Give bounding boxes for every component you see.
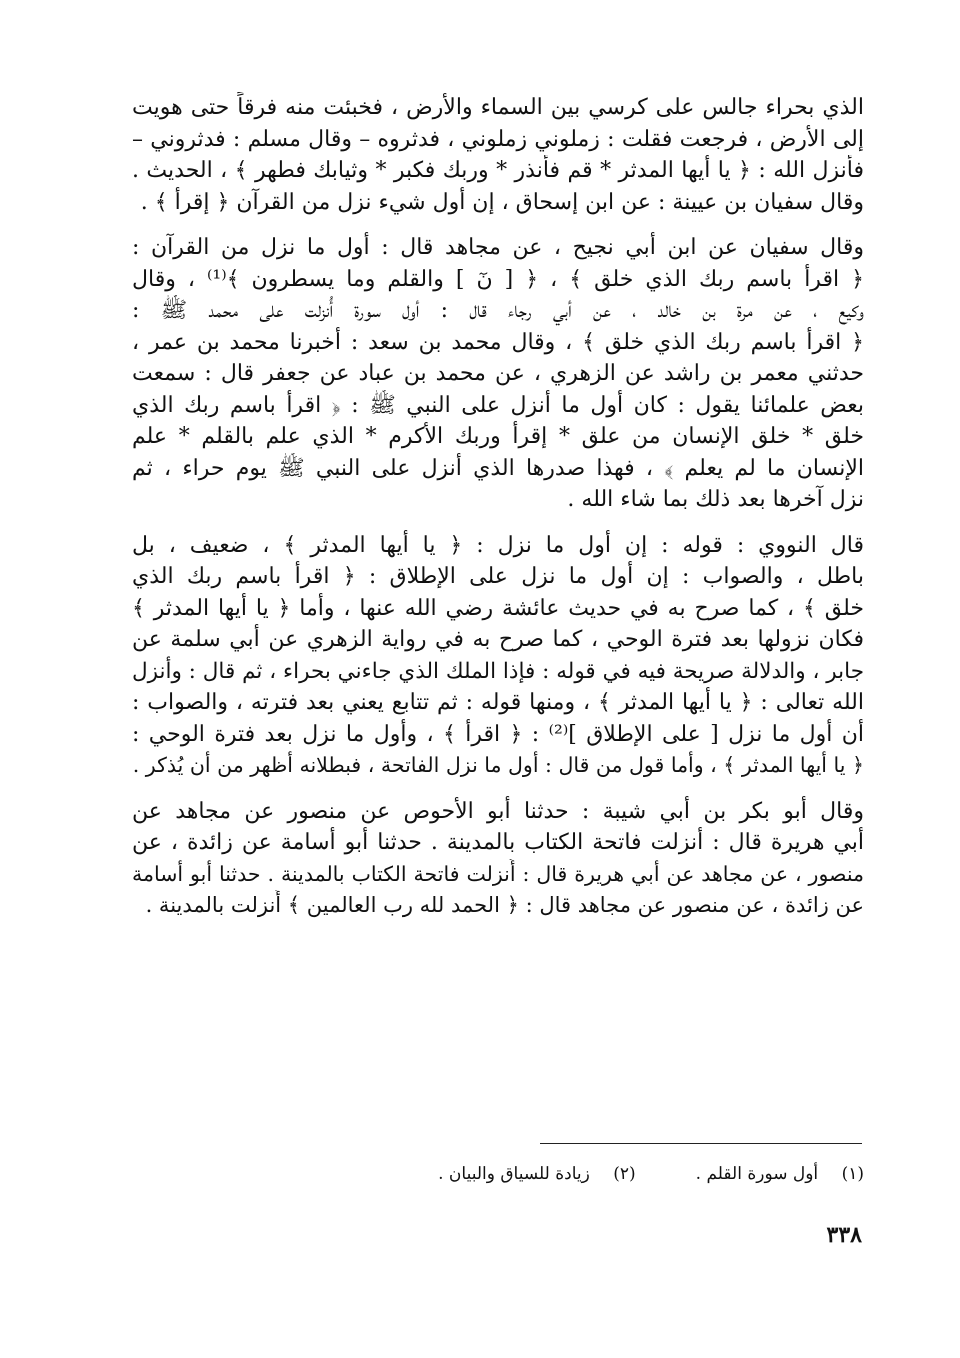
text-line: وقال سفيان بن عيينة : عن ابن إسحاق ، إن أول شيء نزل من القرآن ﴿ إقرأ ﴾ . xyxy=(140,189,864,215)
text-line: الإنسان ما لم يعلم ﴾ ، فهذا صدرها الذي أُنزل على النبي ﷺ يوم حراء ، ثم xyxy=(132,455,864,481)
text-line: إلى الأرض ، فرجعت فقلت : زملوني زملوني ، فدثروه – وقال مسلم : فدثروني – xyxy=(132,126,864,152)
paragraph-2 xyxy=(132,232,864,516)
text-line: قال النووي : قوله : إن أول ما نزل : ﴿ يا أيها المدثر ﴾ ، ضعيف ، بل xyxy=(132,532,864,558)
text-line: وكيع ، عن مرة بن خالد ، عن أبي رجاء قال : أول سورة أُنزلت على محمد ﷺ : xyxy=(132,298,864,323)
text-line: خلق * خلق الإنسان من علق * إقرأ وربك الأكرم * الذي علم بالقلم * علم xyxy=(132,424,864,449)
footnote-2 xyxy=(438,1162,636,1186)
footnote-number: (١) xyxy=(841,1164,864,1184)
footnote-text: أول سورة القلم . xyxy=(695,1164,819,1184)
text-line: حدثني معمر بن راشد عن الزهري ، عن محمد بن عباد عن جعفر قال : سمعت xyxy=(132,361,864,386)
text-line: نزل آخرها بعد ذلك بما شاء الله . xyxy=(567,487,864,512)
text-line: فأنزل الله : ﴿ يا أيها المدثر * قم فأنذر * وربك فكبر * وثيابك فطهر ﴾ ، الحديث . xyxy=(132,158,864,183)
text-line: ﴿ اقرأ باسم ربك الذي خلق ﴾ ، وقال محمد بن سعد : أخبرنا محمد بن عمر ، xyxy=(132,329,864,355)
text-line: أبي هريرة قال : أُنزلت فاتحة الكتاب بالمدينة . حدثنا أبو أسامة عن زائدة ، عن xyxy=(132,830,864,855)
text-line: أن أول ما نزل [ على الإطلاق ]⁽²⁾ : ﴿ اقرأ ﴾ ، وأول ما نزل بعد فترة الوحي : xyxy=(132,721,864,747)
footnotes xyxy=(300,1162,864,1186)
text-line: جابر ، والدلالة صريحة فيه في قوله : فإذا الملك الذي جاءني بحراء ، ثم قال : وأنزل xyxy=(132,658,864,684)
footnote-text: زيادة للسياق والبيان . xyxy=(438,1164,590,1184)
paragraph-4 xyxy=(132,796,864,922)
text-line: خلق ﴾ ، كما صرح به في حديث عائشة رضي الله عنها ، وأما ﴿ يا أيها المدثر ﴾ xyxy=(132,595,864,621)
text-line: وقال أبو بكر بن أبي شيبة : حدثنا أبو الأحوص عن منصور عن مجاهد عن xyxy=(132,798,864,824)
page-body xyxy=(132,92,864,922)
text-line: عن زائدة ، عن منصور عن مجاهد قال : ﴿ الحمد لله رب العالمين ﴾ أُنزلت بالمدينة . xyxy=(145,893,864,917)
paragraph-3 xyxy=(132,530,864,782)
text-line: الله تعالى : ﴿ يا أيها المدثر ﴾ ، ومنها قوله : ثم تتابع يعني بعد فترته ، والصواب : xyxy=(132,690,864,715)
text-line: وقال سفيان عن ابن أبي نجيح ، عن مجاهد قال : أول ما نزل من القرآن : xyxy=(132,235,864,260)
text-line: فكان نزولها بعد فترة الوحي ، كما صرح به في رواية الزهري عن أبي سلمة عن xyxy=(132,627,864,652)
text-line: الذي بحراء جالس على كرسي بين السماء والأرض ، فخبئت منه فرقاً حتى هويت xyxy=(132,95,864,120)
footnote-divider xyxy=(540,1143,862,1144)
text-line: ﴿ يا أيها المدثر ﴾ ، وأما قول من قال : أول ما نزل الفاتحة ، فبطلانه أظهر من أن يُذكر . xyxy=(132,753,864,777)
text-line: بعض علمائنا يقول : كان أول ما أنزل على النبي ﷺ : ﴿ اقرأ باسم ربك الذي xyxy=(132,392,864,418)
text-line: ﴿ اقرأ باسم ربك الذي خلق ﴾ ، ﴿ [ نٓ ] والقلم وما يسطرون ﴾⁽¹⁾ ، وقال xyxy=(132,266,864,292)
text-line: منصور ، عن مجاهد عن أبي هريرة قال : أُنزلت فاتحة الكتاب بالمدينة . حدثنا أبو أسامة xyxy=(132,861,864,886)
text-line: باطل ، والصواب : إن أول ما نزل على الإطلاق : ﴿ اقرأ باسم ربك الذي xyxy=(132,564,864,589)
footnote-1 xyxy=(696,1162,864,1186)
page-number: ٣٣٨ xyxy=(826,1222,862,1248)
paragraph-1 xyxy=(132,92,864,218)
footnote-number: (٢) xyxy=(613,1164,636,1184)
